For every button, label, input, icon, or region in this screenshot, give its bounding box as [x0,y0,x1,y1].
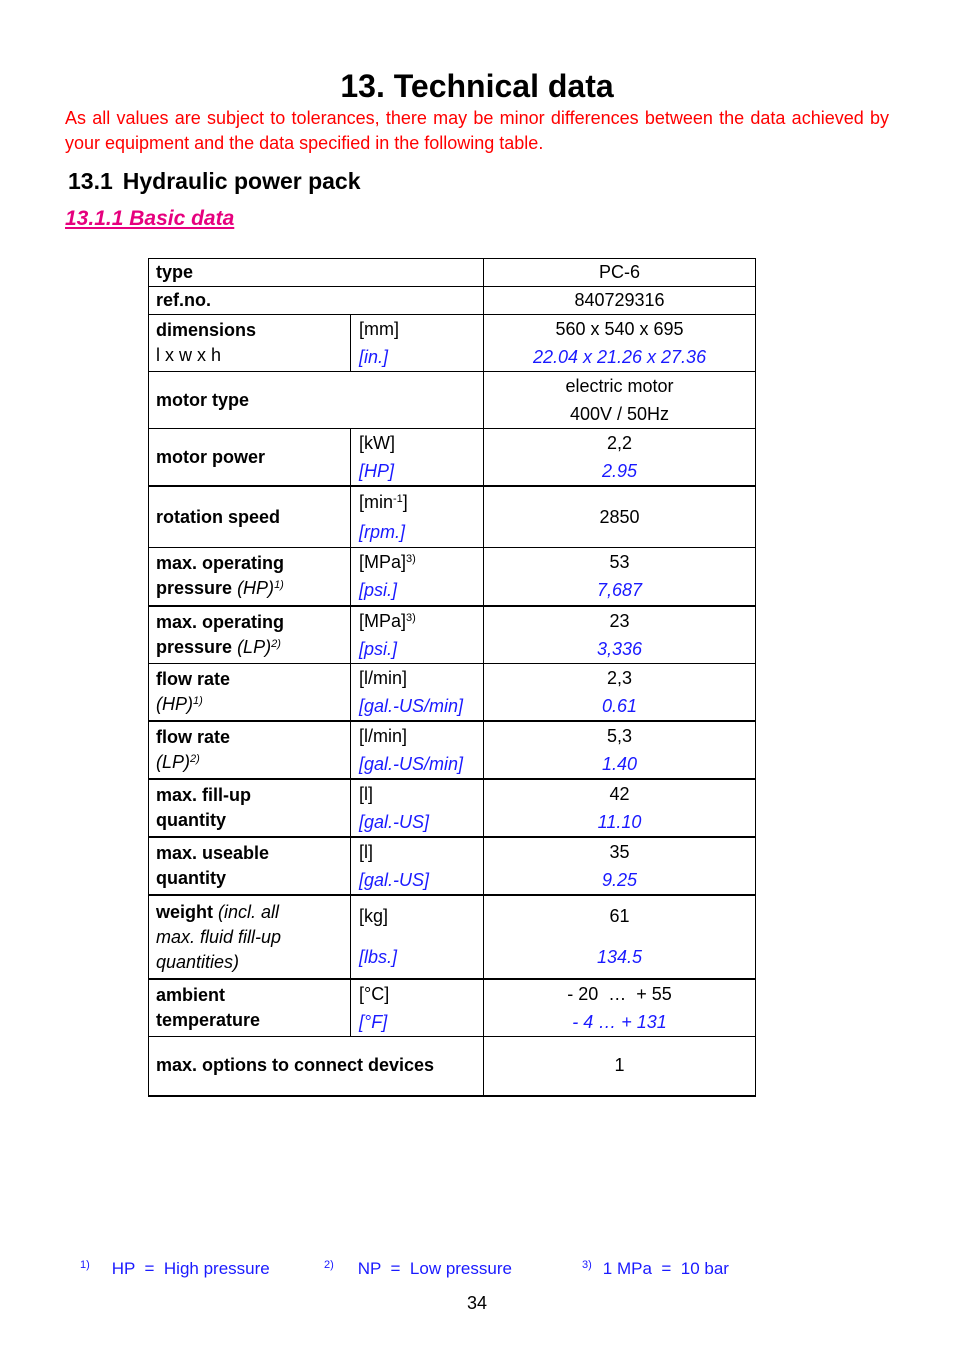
dimensions-label: dimensions [156,320,257,340]
fill-up-value-imperial: 11.10 [597,812,642,832]
dimensions-value-metric: 560 x 540 x 695 [555,319,684,339]
type-value: PC-6 [484,259,756,287]
pressure-lp-label-2: pressure (LP)$^{2)}$ [156,636,281,657]
motor-power-unit-metric: [kW] [359,433,395,453]
page-title: 13. Technical data [340,68,614,104]
pressure-lp-unit-metric: [MPa]$^{3)}$ [359,610,416,631]
row-pressure-lp [149,606,756,664]
fill-up-value-metric: 42 [609,784,630,804]
fill-up-label-2: quantity [156,810,226,830]
pressure-hp-label-1: max. operating [156,553,285,574]
section-heading [68,168,361,195]
row-rotation-speed [149,486,756,548]
refno-value: 840729316 [484,287,756,315]
page-number: 34 [466,1293,488,1313]
pressure-hp-unit-metric: [MPa]$^{3)}$ [359,552,416,573]
row-pressure-hp [149,548,756,606]
refno-label: ref.no. [156,290,212,310]
fill-up-unit-imperial: [gal.-US] [359,812,430,832]
motor-power-label: motor power [156,446,266,467]
row-flow-lp [149,721,756,779]
flow-lp-label: flow rate [156,727,231,747]
flow-hp-value-metric: 2,3 [607,668,633,688]
row-flow-hp [149,664,756,722]
pressure-lp-unit-imperial: [psi.] [359,638,398,659]
row-motor-type [149,372,756,429]
dimensions-unit-imperial: [in.] [359,347,389,367]
flow-hp-unit-imperial: [gal.-US/min] [359,696,464,716]
row-type [149,259,756,287]
motor-type-value-1: electric motor [565,376,674,396]
row-dimensions [149,315,756,372]
weight-value-metric: 61 [609,906,630,926]
flow-lp-value-metric: 5,3 [607,726,633,746]
weight-unit-imperial: [lbs.] [359,947,398,967]
row-motor-power [149,429,756,487]
flow-lp-unit-imperial: [gal.-US/min] [359,754,464,774]
flow-hp-qualifier: (HP)$^{1)}$ [156,694,203,714]
footnote-1: $^{1)}$ HP = High pressure [80,1259,270,1278]
row-useable [149,837,756,895]
useable-label-2: quantity [156,868,226,888]
pressure-lp-value-metric: 23 [609,610,630,631]
technical-data-table [148,258,756,1097]
row-ambient [149,979,756,1037]
rotation-speed-unit-metric: $[\min^{-1}]$ [359,492,408,512]
row-refno [149,287,756,315]
dimensions-sublabel: l x w x h [156,345,222,365]
motor-type-value-2: 400V / 50Hz [569,404,670,424]
pressure-hp-unit-imperial: [psi.] [359,580,398,601]
type-label: type [156,262,194,282]
rotation-speed-unit-imperial: [rpm.] [359,522,406,542]
footnote-2: $^{2)}$ NP = Low pressure [324,1259,512,1278]
useable-label-1: max. useable [156,843,270,863]
section-title: Hydraulic power pack [122,168,361,194]
pressure-lp-value-imperial: 3,336 [596,638,643,659]
flow-hp-label: flow rate [156,669,231,689]
fill-up-label-1: max. fill-up [156,785,252,805]
ambient-unit-imperial: [°F] [359,1012,388,1032]
useable-value-metric: 35 [609,842,630,862]
weight-qualifier-3: quantities) [156,951,240,972]
footnote-3: $^{3)}$ 1 MPa = 10 bar [582,1259,729,1278]
weight-value-imperial: 134.5 [596,947,643,967]
weight-label: weight (incl. all [156,901,280,922]
fill-up-unit-metric: [l] [359,784,374,804]
flow-hp-unit-metric: [l/min] [359,668,408,688]
subsection-heading: 13.1.1 Basic data [65,207,235,230]
ambient-value-metric: - 20 … + 55 [567,984,672,1004]
ambient-unit-metric: [°C] [359,984,390,1004]
row-options [149,1037,756,1096]
pressure-hp-value-imperial: 7,687 [596,580,643,601]
row-fill-up [149,779,756,837]
useable-unit-metric: [l] [359,842,374,862]
pressure-lp-label-1: max. operating [156,611,285,632]
row-weight [149,895,756,979]
useable-unit-imperial: [gal.-US] [359,870,430,890]
pressure-hp-value-metric: 53 [609,552,630,573]
useable-value-imperial: 9.25 [601,870,638,890]
dimensions-value-imperial: 22.04 x 21.26 x 27.36 [532,347,707,367]
flow-lp-qualifier: (LP)$^{2)}$ [156,752,200,772]
ambient-label-2: temperature [156,1010,261,1030]
weight-qualifier-2: max. fluid fill-up [156,926,282,947]
ambient-value-imperial: - 4 … + 131 [572,1012,667,1032]
options-label: max. options to connect devices [156,1055,435,1076]
motor-power-unit-imperial: [HP] [359,461,395,481]
rotation-speed-value: 2850 [484,486,756,548]
motor-type-label: motor type [156,389,250,410]
flow-lp-unit-metric: [l/min] [359,726,408,746]
rotation-speed-label: rotation speed [156,506,281,527]
ambient-label-1: ambient [156,985,226,1005]
dimensions-unit-metric: [mm] [359,319,399,339]
flow-hp-value-imperial: 0.61 [601,696,638,716]
section-number: 13.1 [68,168,113,194]
tolerance-notice: As all values are subject to tolerances, there may be minor differences between the data achieved by your equipment and the data specified in the following table. [65,108,889,153]
weight-unit-metric: [kg] [359,906,389,926]
motor-power-value-imperial: 2.95 [601,461,638,481]
options-value: 1 [484,1037,756,1096]
pressure-hp-label-2: pressure (HP)$^{1)}$ [156,578,284,599]
motor-power-value-metric: 2,2 [607,433,633,453]
flow-lp-value-imperial: 1.40 [601,754,638,774]
